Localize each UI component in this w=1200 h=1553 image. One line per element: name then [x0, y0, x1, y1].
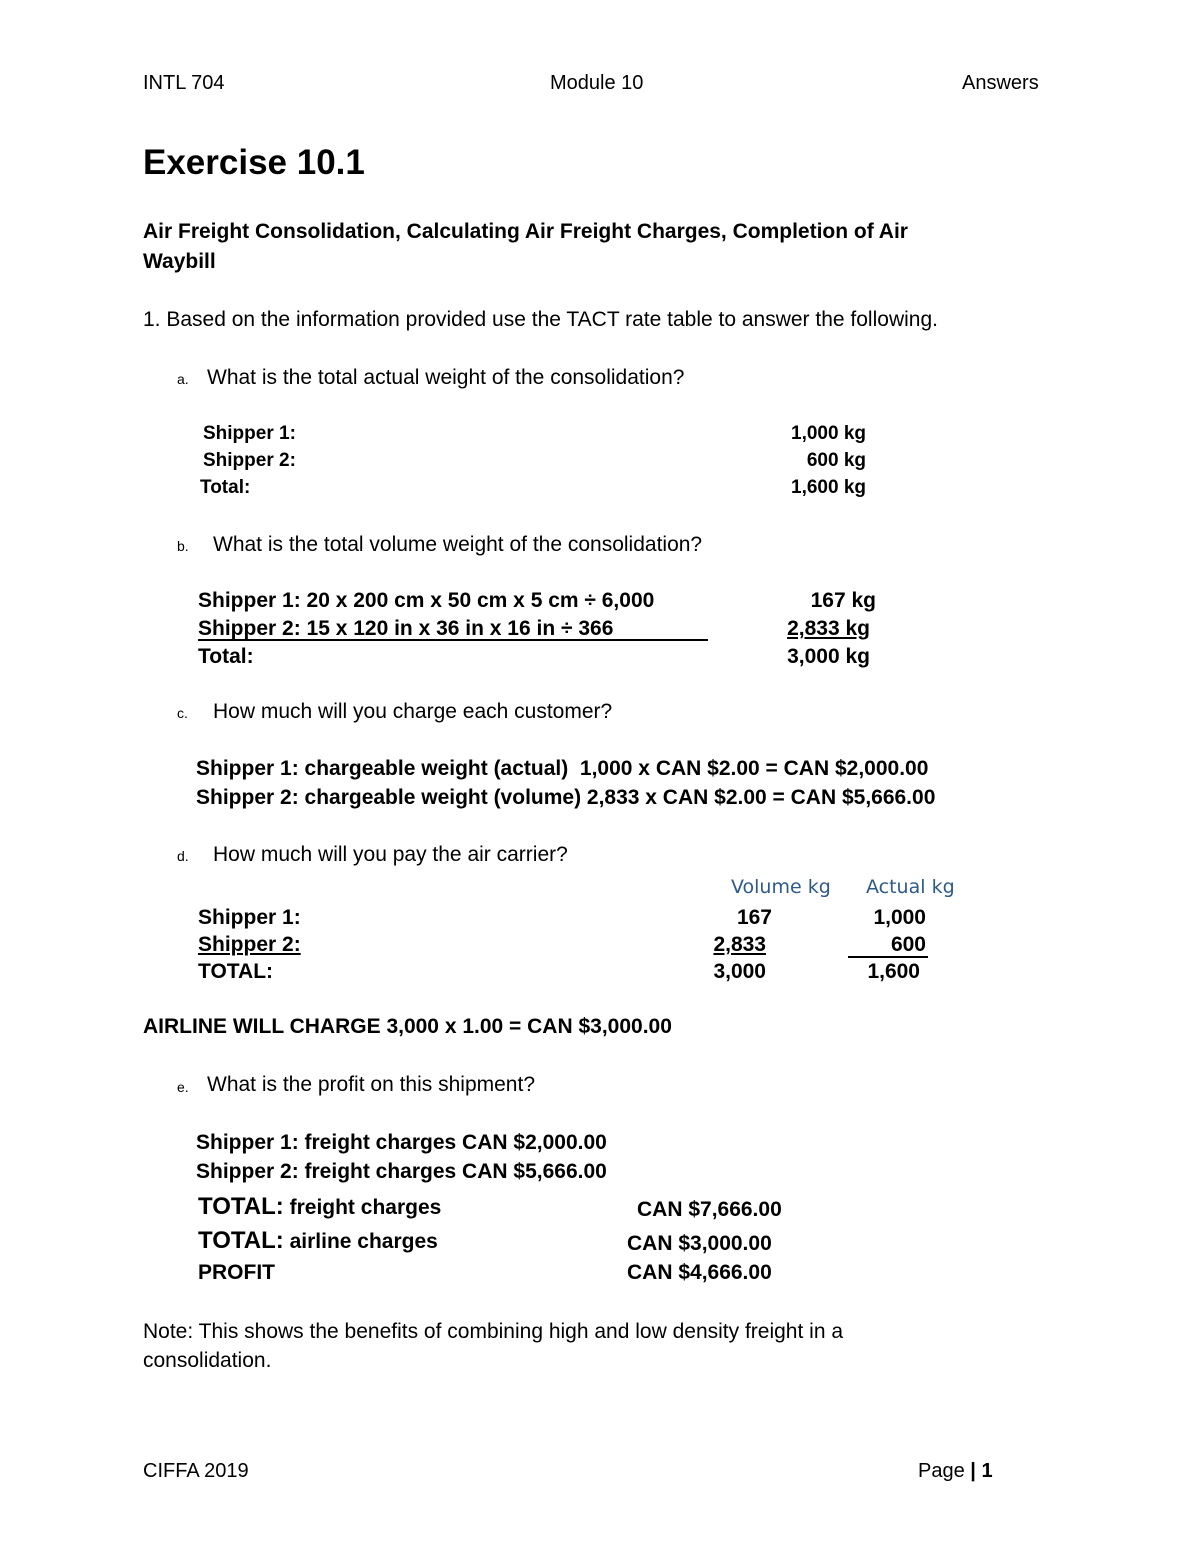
qc-line-shipper-2: Shipper 2: chargeable weight (volume) 2,833 x CAN $2.00 = CAN $5,666.00 — [196, 786, 936, 809]
qe-summary-airline — [198, 1227, 438, 1255]
qa-value-shipper-1: 1,000 kg — [791, 423, 866, 444]
qa-value-total: 1,600 kg — [791, 477, 866, 498]
subtitle-line-1: Air Freight Consolidation, Calculating Air Freight Charges, Completion of Air — [143, 220, 908, 243]
qe-summary-airline-label: airline charges — [283, 1230, 438, 1253]
qe-line-shipper-1: Shipper 1: freight charges CAN $2,000.00 — [196, 1131, 607, 1154]
qe-summary-freight — [198, 1193, 441, 1221]
qa-label-shipper-2: Shipper 2: — [203, 450, 296, 471]
question-e-letter: e. — [177, 1079, 189, 1095]
qd-volume-shipper-2: 2,833 — [713, 933, 766, 956]
qd-label-shipper-1: Shipper 1: — [198, 906, 301, 929]
qb-label-shipper-2: Shipper 2: 15 x 120 in x 36 in x 16 in ÷ 366 — [198, 617, 614, 640]
airline-charge-line: AIRLINE WILL CHARGE 3,000 x 1.00 = CAN $3,000.00 — [143, 1015, 672, 1038]
qd-actual-underline — [848, 956, 928, 958]
question-c-text: How much will you charge each customer? — [213, 700, 613, 723]
qe-summary-airline-value: CAN $3,000.00 — [627, 1232, 772, 1255]
qd-col-actual-header: Actual kg — [866, 876, 955, 898]
note-line-1: Note: This shows the benefits of combining high and low density freight in a — [143, 1320, 844, 1343]
qb-value-total: 3,000 kg — [787, 645, 870, 668]
subtitle-line-2: Waybill — [143, 250, 216, 273]
qe-summary-profit-label: PROFIT — [198, 1261, 275, 1284]
footer-page — [918, 1460, 993, 1483]
question-d-letter: d. — [177, 848, 189, 864]
footer-page-label: Page — [918, 1460, 965, 1482]
qa-label-total: Total: — [200, 477, 251, 498]
question-a-letter: a. — [177, 371, 189, 387]
intro-text: 1. Based on the information provided use the TACT rate table to answer the following. — [143, 308, 938, 331]
qd-actual-shipper-1: 1,000 — [873, 906, 926, 929]
qd-actual-total: 1,600 — [867, 960, 920, 983]
qb-shipper-2-underline — [198, 639, 708, 641]
qb-value-shipper-1: 167 kg — [810, 589, 876, 612]
qb-value-shipper-2: 2,833 kg — [787, 617, 870, 640]
footer-org: CIFFA 2019 — [143, 1460, 249, 1482]
footer-page-number: 1 — [981, 1460, 993, 1482]
qe-line-shipper-2: Shipper 2: freight charges CAN $5,666.00 — [196, 1160, 607, 1183]
qb-label-shipper-1: Shipper 1: 20 x 200 cm x 50 cm x 5 cm ÷ 6,000 — [198, 589, 655, 612]
qe-summary-freight-total: TOTAL: — [198, 1193, 284, 1220]
question-b-letter: b. — [177, 538, 189, 554]
qd-label-shipper-2: Shipper 2: — [198, 933, 301, 956]
qb-label-total: Total: — [198, 645, 254, 668]
qd-volume-total: 3,000 — [713, 960, 766, 983]
question-a-text: What is the total actual weight of the consolidation? — [207, 366, 685, 389]
qe-summary-freight-label: freight charges — [283, 1196, 442, 1219]
question-c-letter: c. — [177, 705, 188, 721]
footer-page-separator: | — [970, 1460, 976, 1482]
header-module: Module 10 — [550, 72, 644, 94]
header-answers: Answers — [962, 72, 1039, 94]
qe-summary-freight-value: CAN $7,666.00 — [637, 1198, 782, 1221]
question-e-text: What is the profit on this shipment? — [207, 1073, 535, 1096]
qa-label-shipper-1: Shipper 1: — [203, 423, 296, 444]
header-course: INTL 704 — [143, 72, 225, 94]
qd-col-volume-header: Volume kg — [731, 876, 831, 898]
page-title: Exercise 10.1 — [143, 143, 365, 182]
question-b-text: What is the total volume weight of the consolidation? — [213, 533, 703, 556]
qd-volume-shipper-1: 167 — [736, 906, 772, 929]
note-line-2: consolidation. — [143, 1349, 272, 1372]
qc-line-shipper-1: Shipper 1: chargeable weight (actual) 1,000 x CAN $2.00 = CAN $2,000.00 — [196, 757, 929, 780]
qe-summary-airline-total: TOTAL: — [198, 1227, 284, 1254]
qa-value-shipper-2: 600 kg — [806, 450, 866, 471]
qd-label-total: TOTAL: — [198, 960, 274, 983]
qe-summary-profit-value: CAN $4,666.00 — [627, 1261, 772, 1284]
question-d-text: How much will you pay the air carrier? — [213, 843, 568, 866]
qd-actual-shipper-2: 600 — [890, 933, 926, 956]
